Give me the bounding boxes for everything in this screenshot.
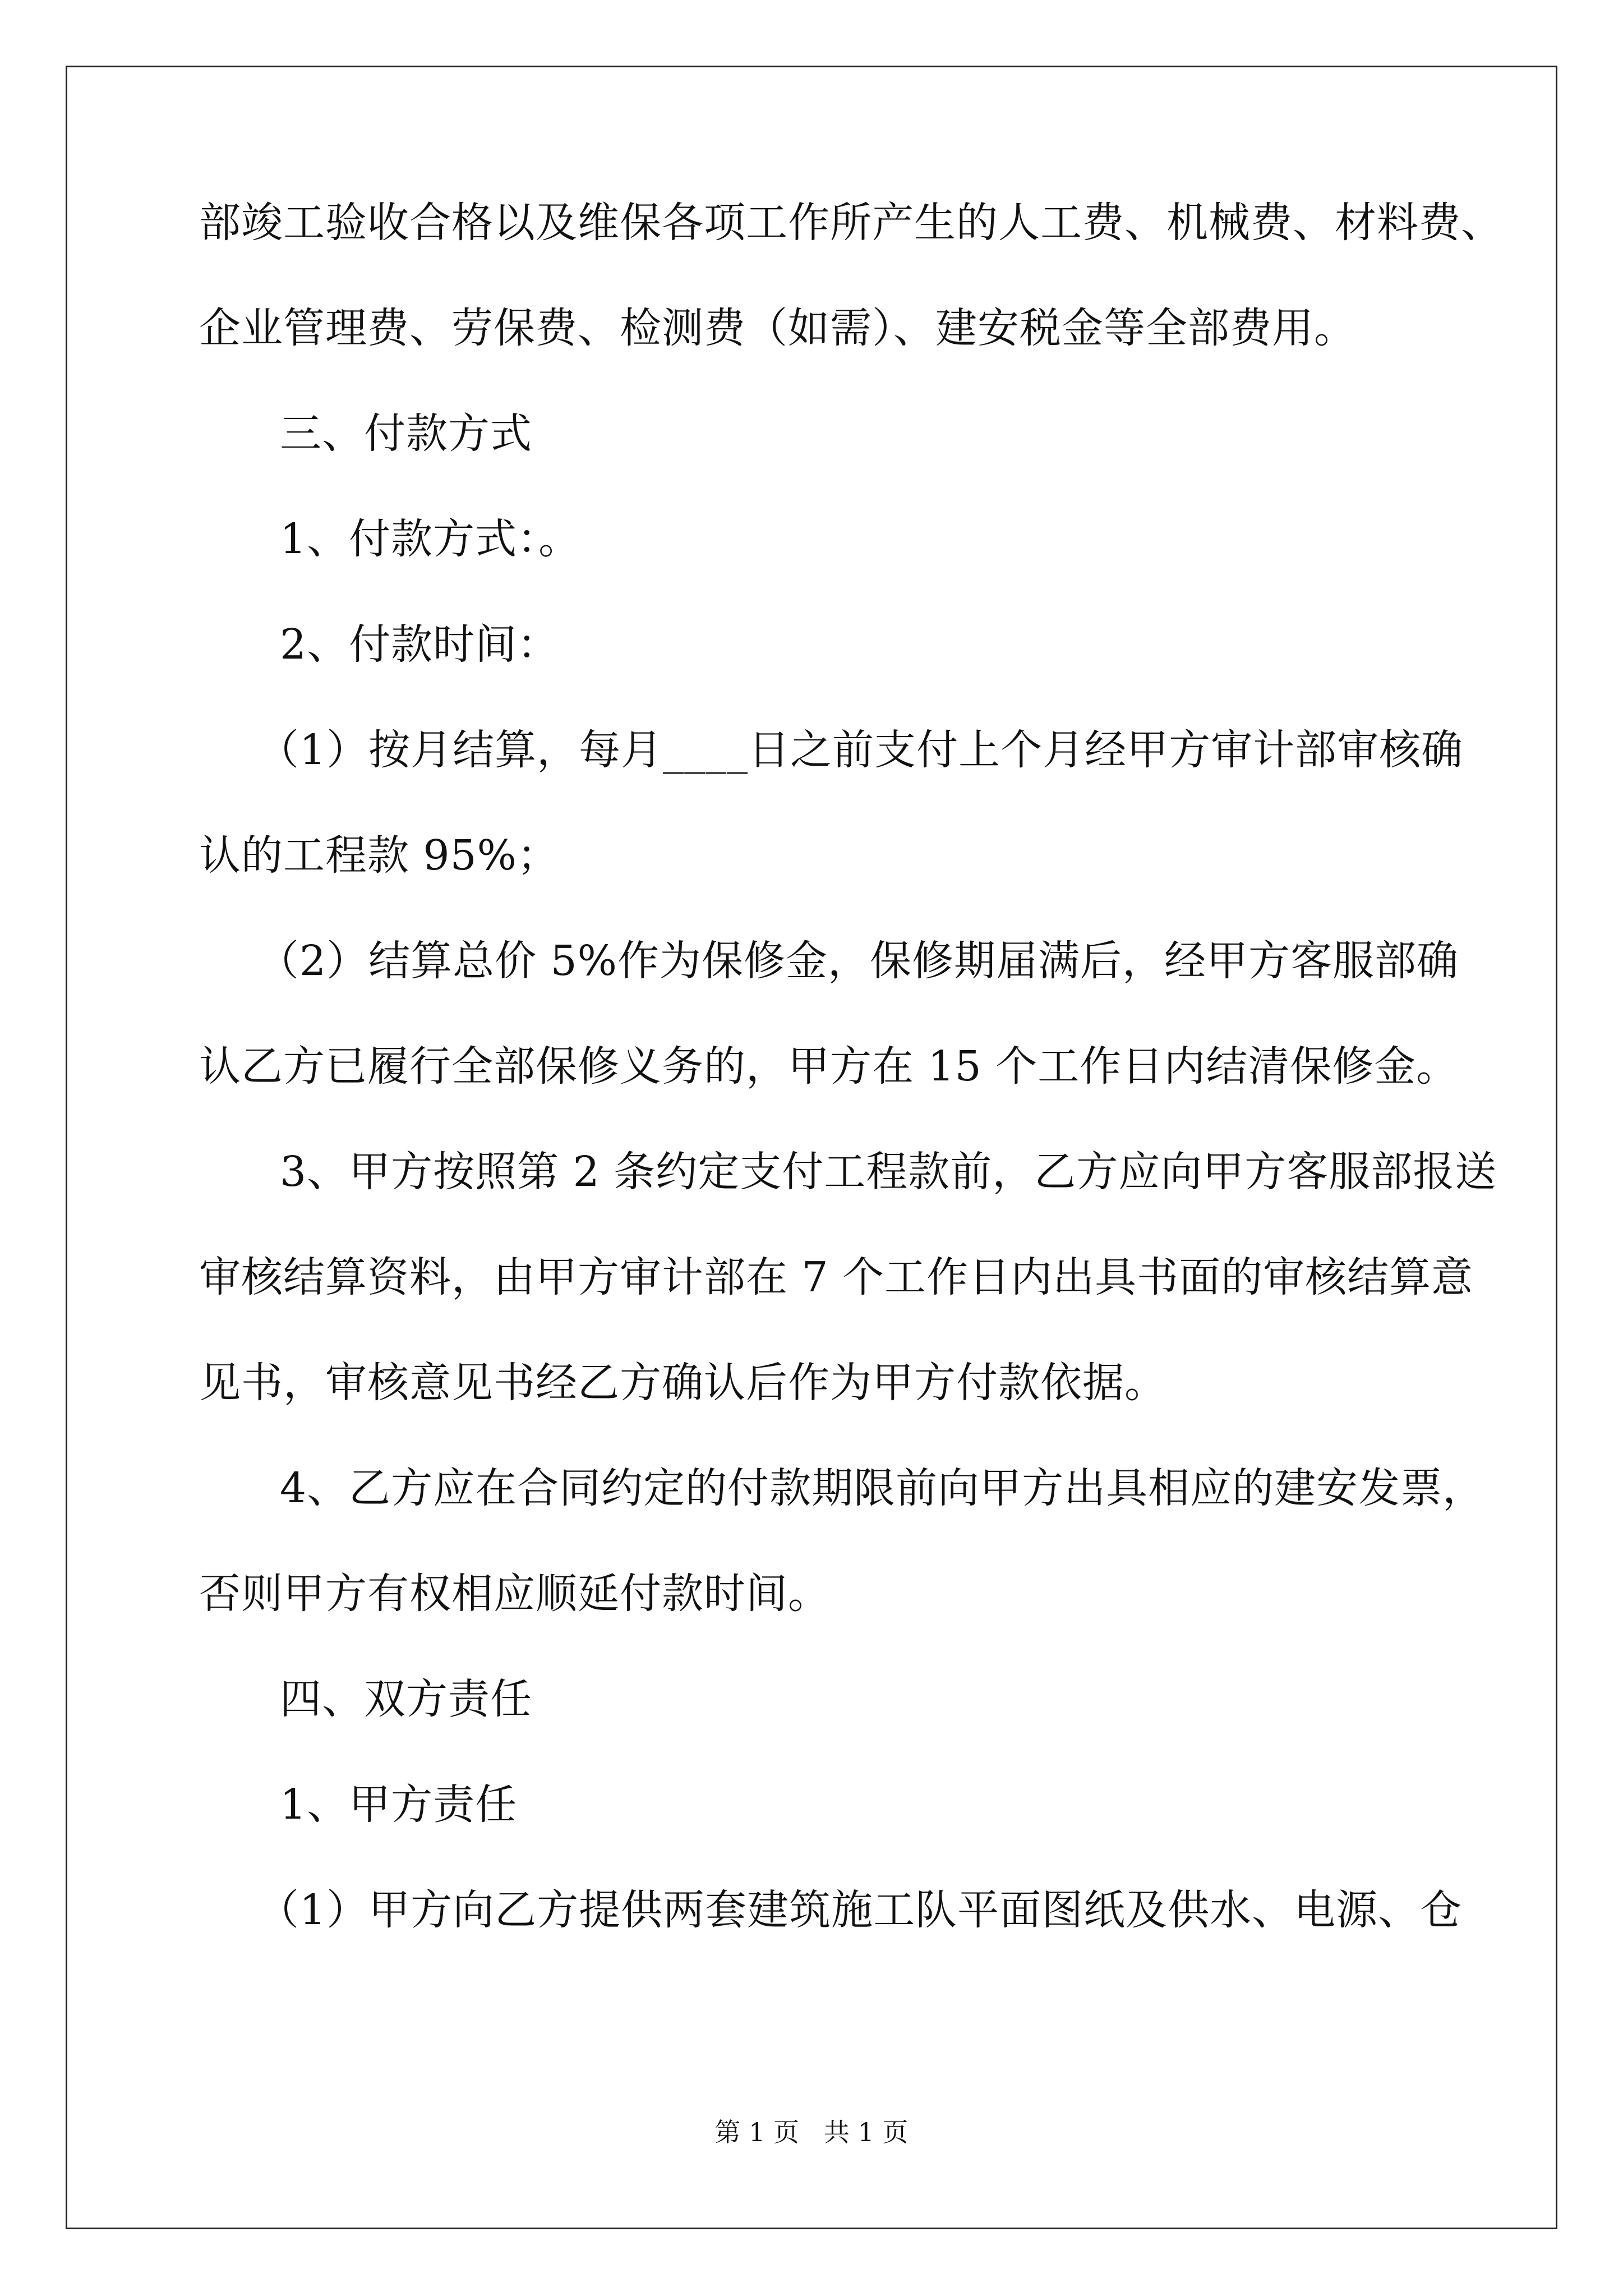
- text-line: （1）甲方向乙方提供两套建筑施工队平面图纸及供水、电源、仓: [257, 1886, 1463, 1934]
- text-line: 1、甲方责任: [280, 1780, 518, 1829]
- text-line: 认乙方已履行全部保修义务的，甲方在 15 个工作日内结清保修金。: [199, 1042, 1459, 1091]
- text-line: 2、付款时间：: [280, 620, 560, 669]
- section-heading: 四、双方责任: [280, 1675, 532, 1723]
- text-line: 4、乙方应在合同约定的付款期限前向甲方出具相应的建安发票，: [280, 1464, 1485, 1512]
- text-line: 否则甲方有权相应顺延付款时间。: [199, 1570, 830, 1618]
- text-line: 见书，审核意见书经乙方确认后作为甲方付款依据。: [199, 1359, 1166, 1407]
- section-heading: 三、付款方式: [280, 409, 532, 458]
- text-line: 认的工程款 95%；: [199, 831, 559, 880]
- page-footer: 第 1 页 共 1 页: [714, 2117, 909, 2147]
- text-line: 1、付款方式：。: [280, 515, 581, 563]
- text-line: （2）结算总价 5%作为保修金，保修期届满后，经甲方客服部确: [257, 937, 1459, 985]
- text-line: 企业管理费、劳保费、检测费（如需）、建安税金等全部费用。: [199, 304, 1356, 352]
- text-line: 审核结算资料，由甲方审计部在 7 个工作日内出具书面的审核结算意: [199, 1253, 1474, 1301]
- text-line: （1）按月结算，每月____日之前支付上个月经甲方审计部审核确: [257, 726, 1464, 774]
- text-line: 3、甲方按照第 2 条约定支付工程款前，乙方应向甲方客服部报送: [280, 1148, 1497, 1196]
- text-line: 部竣工验收合格以及维保各项工作所产生的人工费、机械费、材料费、: [199, 199, 1503, 247]
